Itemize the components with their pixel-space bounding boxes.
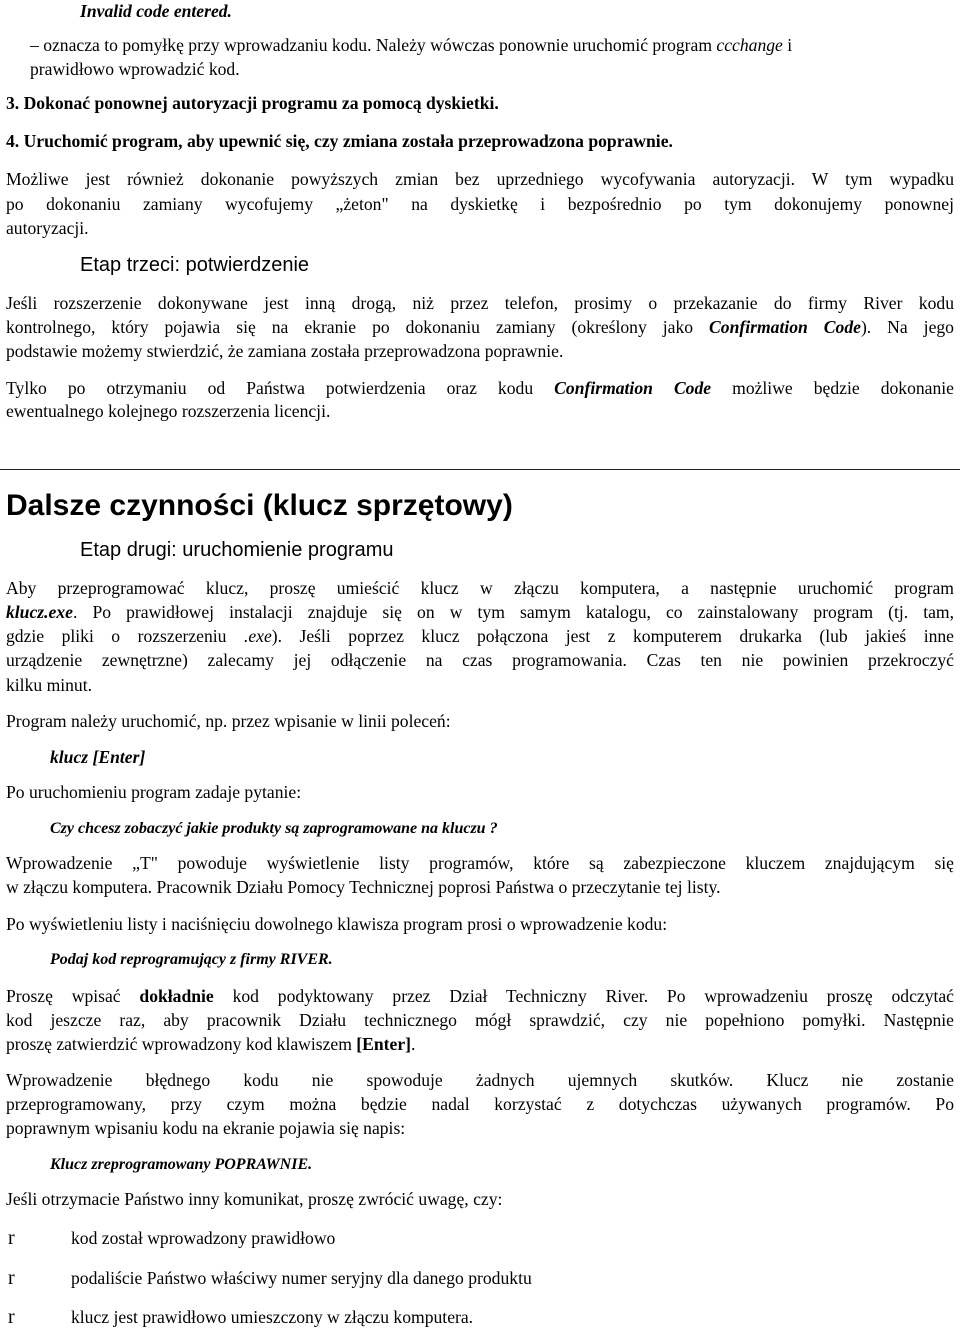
text: kod podyktowany przez Dział Techniczny River. Po wprowadzeniu proszę odczytać (213, 986, 954, 1006)
list-item: podaliście Państwo właściwy numer seryjny dla danego produktu (71, 1268, 532, 1288)
bullet-glyph: r (8, 1267, 15, 1289)
paragraph-line: prawidłowo wprowadzić kod. (30, 59, 240, 79)
section-divider (0, 469, 960, 470)
paragraph-line: Po wyświetleniu listy i naciśnięciu dowolnego klawisza program prosi o wprowadzenie kodu: (6, 914, 668, 934)
text: gdzie pliki o rozszerzeniu (6, 626, 244, 646)
heading-etap-drugi: Etap drugi: uruchomienie programu (80, 539, 394, 561)
program-prompt: Podaj kod reprogramujący z firmy RIVER. (50, 951, 333, 968)
extension: .exe (243, 626, 272, 646)
paragraph-line: Aby przeprogramować klucz, proszę umieścić klucz w złączu komputera, a następnie uruchomić program (6, 578, 954, 598)
paragraph-line: Wprowadzenie błędnego kodu nie spowoduje żadnych ujemnych skutków. Klucz nie zostanie (6, 1070, 954, 1090)
text: możliwe będzie dokonanie (711, 378, 954, 398)
paragraph-line: Jeśli rozszerzenie dokonywane jest inną drogą, niż przez telefon, prosimy o przekazanie do firmy River kodu (6, 293, 954, 313)
section-title: Dalsze czynności (klucz sprzętowy) (6, 489, 513, 522)
paragraph-line: urządzenie zewnętrzne) zalecamy jej odłączenie na czas programowania. Czas ten nie powinien przekroczyć (6, 650, 954, 670)
paragraph-line: przeprogramowany, przy czym można będzie nadal korzystać z dotychczas używanych programów. Po (6, 1094, 954, 1114)
text: ). Jeśli poprzez klucz połączona jest z komputerem drukarka (lub jakieś inne (271, 626, 954, 646)
paragraph-line (30, 34, 792, 56)
paragraph-line: Jeśli otrzymacie Państwo inny komunikat, proszę zwrócić uwagę, czy: (6, 1189, 503, 1209)
term: Confirmation Code (554, 378, 712, 398)
text: . Po prawidłowej instalacji znajduje się on w tym samym katalogu, co zainstalowany program (tj. tam, (72, 602, 954, 622)
term: Confirmation Code (709, 317, 861, 337)
paragraph-line: w złączu komputera. Pracownik Działu Pomocy Technicznej poprosi Państwa o przeczytanie tej listy. (6, 877, 721, 897)
paragraph-line: Wprowadzenie „T" powoduje wyświetlenie listy programów, które są zabezpieczone kluczem znajdującym się (6, 853, 954, 873)
success-message: Klucz zreprogramowany POPRAWNIE. (50, 1156, 313, 1173)
emphasis: dokładnie (139, 986, 214, 1006)
paragraph-line (6, 625, 954, 647)
bullet-glyph: r (8, 1227, 15, 1249)
text: proszę zatwierdzić wprowadzony kod klawiszem (6, 1034, 357, 1054)
paragraph-line: kod jeszcze raz, aby pracownik Działu technicznego mógł sprawdzić, czy nie popełniono pomyłki. Następnie (6, 1010, 954, 1030)
text: i (782, 35, 793, 55)
paragraph-line: Możliwe jest również dokonanie powyższych zmian bez uprzedniego wycofywania autoryzacji. W tym wypadku (6, 169, 954, 189)
paragraph-line: po dokonaniu zamiany wycofujemy „żeton" na dyskietkę i bezpośrednio po tym dokonujemy ponownej (6, 194, 954, 214)
paragraph-line: Po uruchomieniu program zadaje pytanie: (6, 782, 302, 802)
paragraph-line: kilku minut. (6, 675, 93, 695)
paragraph-line (6, 377, 954, 399)
bullet-glyph: r (8, 1306, 15, 1328)
paragraph-line (6, 316, 954, 338)
invalid-code-message: Invalid code entered. (80, 1, 232, 21)
paragraph-line: podstawie możemy stwierdzić, że zamiana została przeprowadzona poprawnie. (6, 341, 564, 361)
text: – oznacza to pomyłkę przy wprowadzaniu kodu. Należy wówczas ponownie uruchomić program (30, 35, 717, 55)
text: Proszę wpisać (6, 986, 140, 1006)
paragraph-line: poprawnym wpisaniu kodu na ekranie pojawia się napis: (6, 1118, 406, 1138)
text: Tylko po otrzymaniu od Państwa potwierdzenia oraz kodu (6, 378, 555, 398)
command-example: klucz [Enter] (50, 747, 146, 767)
step-4: 4. Uruchomić program, aby upewnić się, czy zmiana została przeprowadzona poprawnie. (6, 131, 673, 151)
text: kontrolnego, który pojawia się na ekranie po dokonaniu zamiany (określony jako (6, 317, 710, 337)
heading-etap-trzeci: Etap trzeci: potwierdzenie (80, 254, 310, 276)
paragraph-line (6, 1033, 415, 1055)
text: ). Na jego (860, 317, 954, 337)
text: . (411, 1034, 416, 1054)
program-question: Czy chcesz zobaczyć jakie produkty są zaprogramowane na kluczu ? (50, 820, 498, 837)
list-item: klucz jest prawidłowo umieszczony w złączu komputera. (71, 1307, 474, 1327)
program-name: klucz.exe (6, 602, 73, 622)
key-name: [Enter] (356, 1034, 411, 1054)
paragraph-line: ewentualnego kolejnego rozszerzenia licencji. (6, 401, 331, 421)
paragraph-line (6, 601, 954, 623)
paragraph-line: Program należy uruchomić, np. przez wpisanie w linii poleceń: (6, 711, 451, 731)
paragraph-line (6, 985, 954, 1007)
step-3: 3. Dokonać ponownej autoryzacji programu za pomocą dyskietki. (6, 93, 499, 113)
list-item: kod został wprowadzony prawidłowo (71, 1228, 336, 1248)
paragraph-line: autoryzacji. (6, 218, 89, 238)
program-name: ccchange (716, 35, 783, 55)
